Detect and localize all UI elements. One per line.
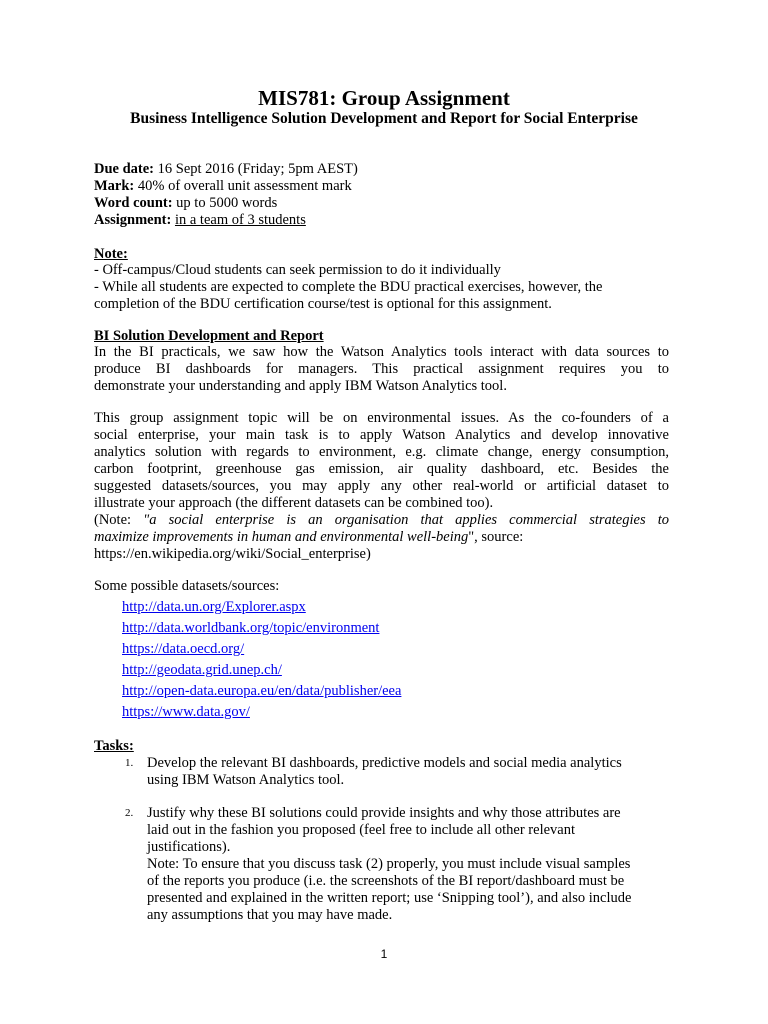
- bi-para1-line1: In the BI practicals, we saw how the Watson Analytics tools interact with data sources to: [94, 344, 669, 360]
- note-line-3: completion of the BDU certification course/test is optional for this assignment.: [94, 296, 552, 312]
- quote-italic-2: maximize improvements in human and environmental well-being: [94, 529, 469, 545]
- dataset-link-worldbank[interactable]: http://data.worldbank.org/topic/environment: [122, 620, 380, 636]
- page-title: MIS781: Group Assignment: [258, 86, 510, 110]
- task-2-line3: justifications).: [147, 839, 231, 855]
- datasets-intro: Some possible datasets/sources:: [94, 578, 280, 594]
- bi-para2-line4: carbon footprint, greenhouse gas emission, air quality dashboard, etc. Besides the: [94, 461, 669, 477]
- word-count-value: up to 5000 words: [172, 195, 278, 211]
- task-2-line4: Note: To ensure that you discuss task (2) properly, you must include visual samples: [147, 856, 631, 872]
- task-2-line6: presented and explained in the written report; use ‘Snipping tool’), and also include: [147, 890, 632, 906]
- task-2-line2: laid out in the fashion you proposed (feel free to include all other relevant: [147, 822, 576, 838]
- bi-para2-line6: illustrate your approach (the different datasets can be combined too).: [94, 495, 494, 511]
- note-line-1: - Off-campus/Cloud students can seek permission to do it individually: [94, 262, 501, 278]
- note-heading: Note:: [94, 246, 128, 262]
- task-2-line7: any assumptions that you may have made.: [147, 907, 393, 923]
- mark-line: [94, 178, 352, 195]
- task-2-number: 2.: [125, 807, 134, 819]
- page-number: 1: [380, 947, 388, 961]
- due-date-value: 16 Sept 2016 (Friday; 5pm AEST): [154, 161, 358, 177]
- assignment-value: in a team of 3 students: [174, 212, 306, 228]
- bi-para2-line3: analytics solution with regards to environment, e.g. climate change, energy consumption,: [94, 444, 669, 460]
- mark-value: 40% of overall unit assessment mark: [134, 178, 352, 194]
- bi-section-heading: BI Solution Development and Report: [94, 328, 324, 344]
- dataset-link-unep[interactable]: http://geodata.grid.unep.ch/: [122, 662, 282, 678]
- task-2-line5: of the reports you produce (i.e. the screenshots of the BI report/dashboard must be: [147, 873, 625, 889]
- assignment-label: Assignment:: [94, 212, 172, 228]
- bi-para1-line2: produce BI dashboards for managers. This practical assignment requires you to: [94, 361, 669, 377]
- bi-para2-line1: This group assignment topic will be on environmental issues. As the co-founders of a: [94, 410, 669, 426]
- dataset-link-oecd[interactable]: https://data.oecd.org/: [122, 641, 245, 657]
- word-count-label: Word count:: [94, 195, 173, 211]
- bi-para2-line5: suggested datasets/sources, you may apply any other real-world or artificial dataset to: [94, 478, 669, 494]
- quote-italic-1: "a social enterprise is an organisation that applies commercial strategies to: [143, 512, 669, 528]
- mark-label: Mark:: [94, 178, 135, 194]
- task-2-line1: Justify why these BI solutions could provide insights and why those attributes are: [147, 805, 621, 821]
- task-1-line1: Develop the relevant BI dashboards, predictive models and social media analytics: [147, 755, 622, 771]
- note-line-2: - While all students are expected to complete the BDU practical exercises, however, the: [94, 279, 603, 295]
- quote-line-1: [94, 512, 669, 529]
- dataset-link-eea[interactable]: http://open-data.europa.eu/en/data/publisher/eea: [122, 683, 402, 699]
- word-count-line: [94, 195, 277, 212]
- tasks-heading: Tasks:: [94, 738, 134, 754]
- quote-open: (Note:: [94, 512, 144, 528]
- bi-para1-line3: demonstrate your understanding and apply IBM Watson Analytics tool.: [94, 378, 507, 394]
- dataset-link-un[interactable]: http://data.un.org/Explorer.aspx: [122, 599, 306, 615]
- task-1-line2: using IBM Watson Analytics tool.: [147, 772, 345, 788]
- quote-line-2: [94, 529, 523, 546]
- dataset-link-datagov[interactable]: https://www.data.gov/: [122, 704, 250, 720]
- due-date-label: Due date:: [94, 161, 155, 177]
- task-1-number: 1.: [125, 757, 134, 769]
- quote-after: ", source:: [468, 529, 524, 545]
- quote-source-url: https://en.wikipedia.org/wiki/Social_enterprise): [94, 546, 371, 562]
- page-subtitle: Business Intelligence Solution Development and Report for Social Enterprise: [130, 110, 638, 127]
- due-date-line: [94, 161, 358, 178]
- bi-para2-line2: social enterprise, your main task is to apply Watson Analytics and develop innovative: [94, 427, 669, 443]
- assignment-line: [94, 212, 306, 229]
